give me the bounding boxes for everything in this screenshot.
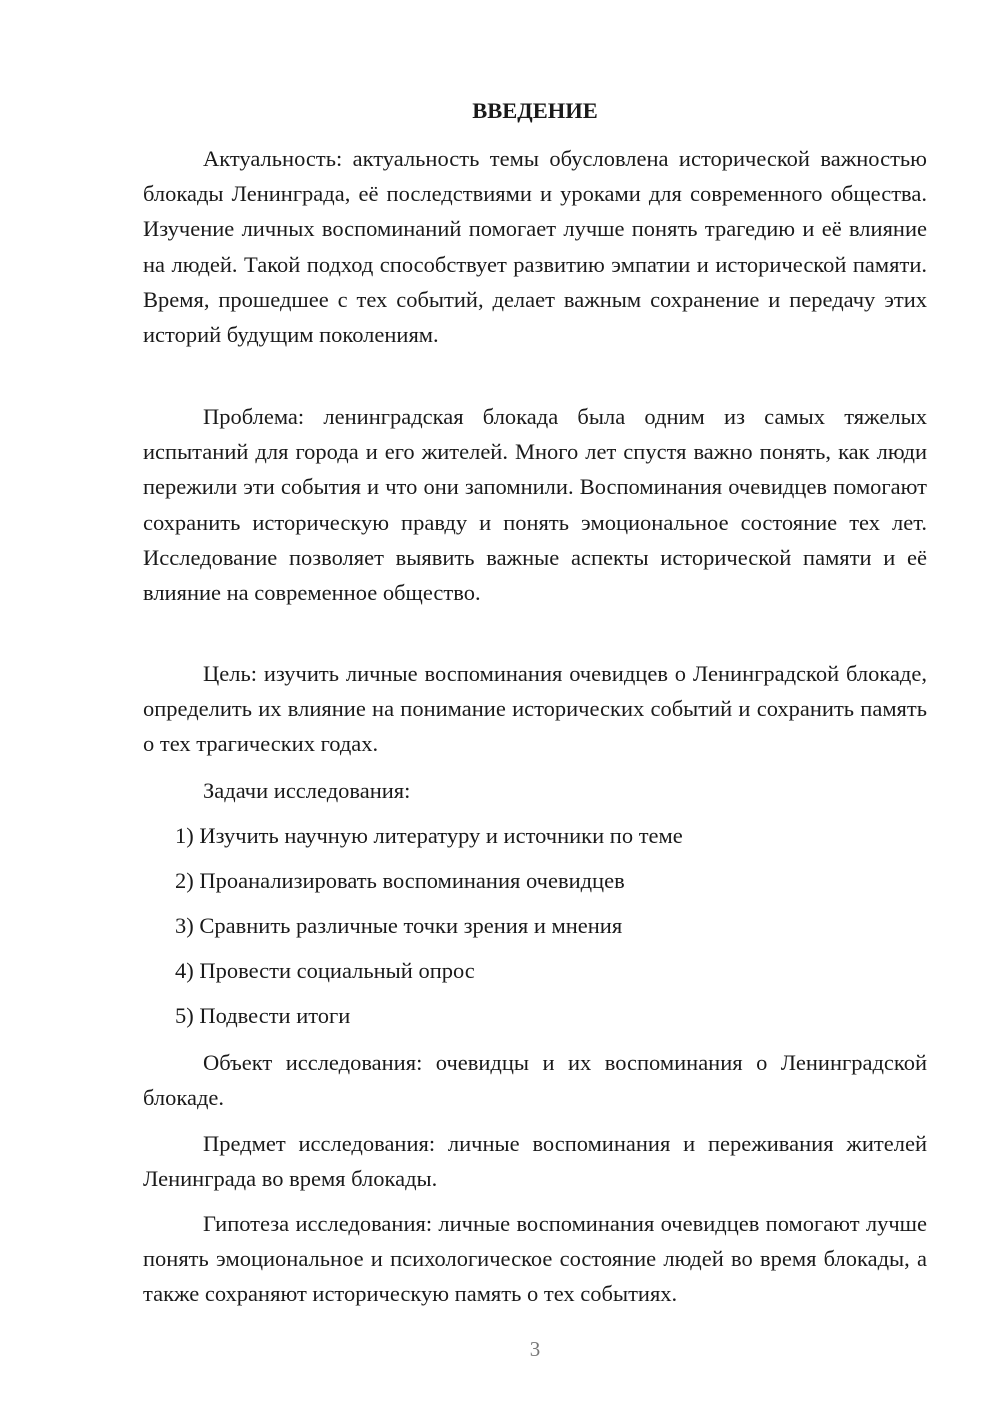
task-item: 2) Проанализировать воспоминания очевидцев [175,868,625,893]
task-item: 3) Сравнить различные точки зрения и мнения [175,913,623,938]
goal-paragraph: Цель: изучить личные воспоминания очевидцев о Ленинградской блокаде, определить их влияние на понимание исторических событий и сохранить память о тех трагических годах. [143,661,927,757]
page-title: ВВЕДЕНИЕ [472,98,598,123]
subject-paragraph: Предмет исследования: личные воспоминания и переживания жителей Ленинграда во время блокады. [143,1131,927,1192]
object-paragraph: Объект исследования: очевидцы и их воспоминания о Ленинградской блокаде. [143,1050,927,1111]
page-number: 3 [529,1337,541,1361]
task-item: 1) Изучить научную литературу и источники по теме [175,823,683,848]
task-item: 4) Провести социальный опрос [175,958,475,983]
relevance-paragraph: Актуальность: актуальность темы обусловлена исторической важностью блокады Ленинграда, её последствиями и уроками для современного общества. Изучение личных воспоминаний помогает лучше понять трагедию и её влияние на людей. Такой подход способствует развитию эмпатии и исторической памяти. Время, прошедшее с тех событий, делает важным сохранение и передачу этих историй будущим поколениям. [143,146,927,348]
tasks-label: Задачи исследования: [203,778,411,803]
problem-paragraph: Проблема: ленинградская блокада была одним из самых тяжелых испытаний для города и его жителей. Много лет спустя важно понять, как люди пережили эти события и что они запомнили. Воспоминания очевидцев помогают сохранить историческую правду и понять эмоциональное состояние тех лет. Исследование позволяет выявить важные аспекты исторической памяти и её влияние на современное общество. [143,404,927,606]
task-item: 5) Подвести итоги [175,1003,351,1028]
hypothesis-paragraph: Гипотеза исследования: личные воспоминания очевидцев помогают лучше понять эмоциональное и психологическое состояние людей во время блокады, а также сохраняют историческую память о тех событиях. [143,1211,927,1307]
